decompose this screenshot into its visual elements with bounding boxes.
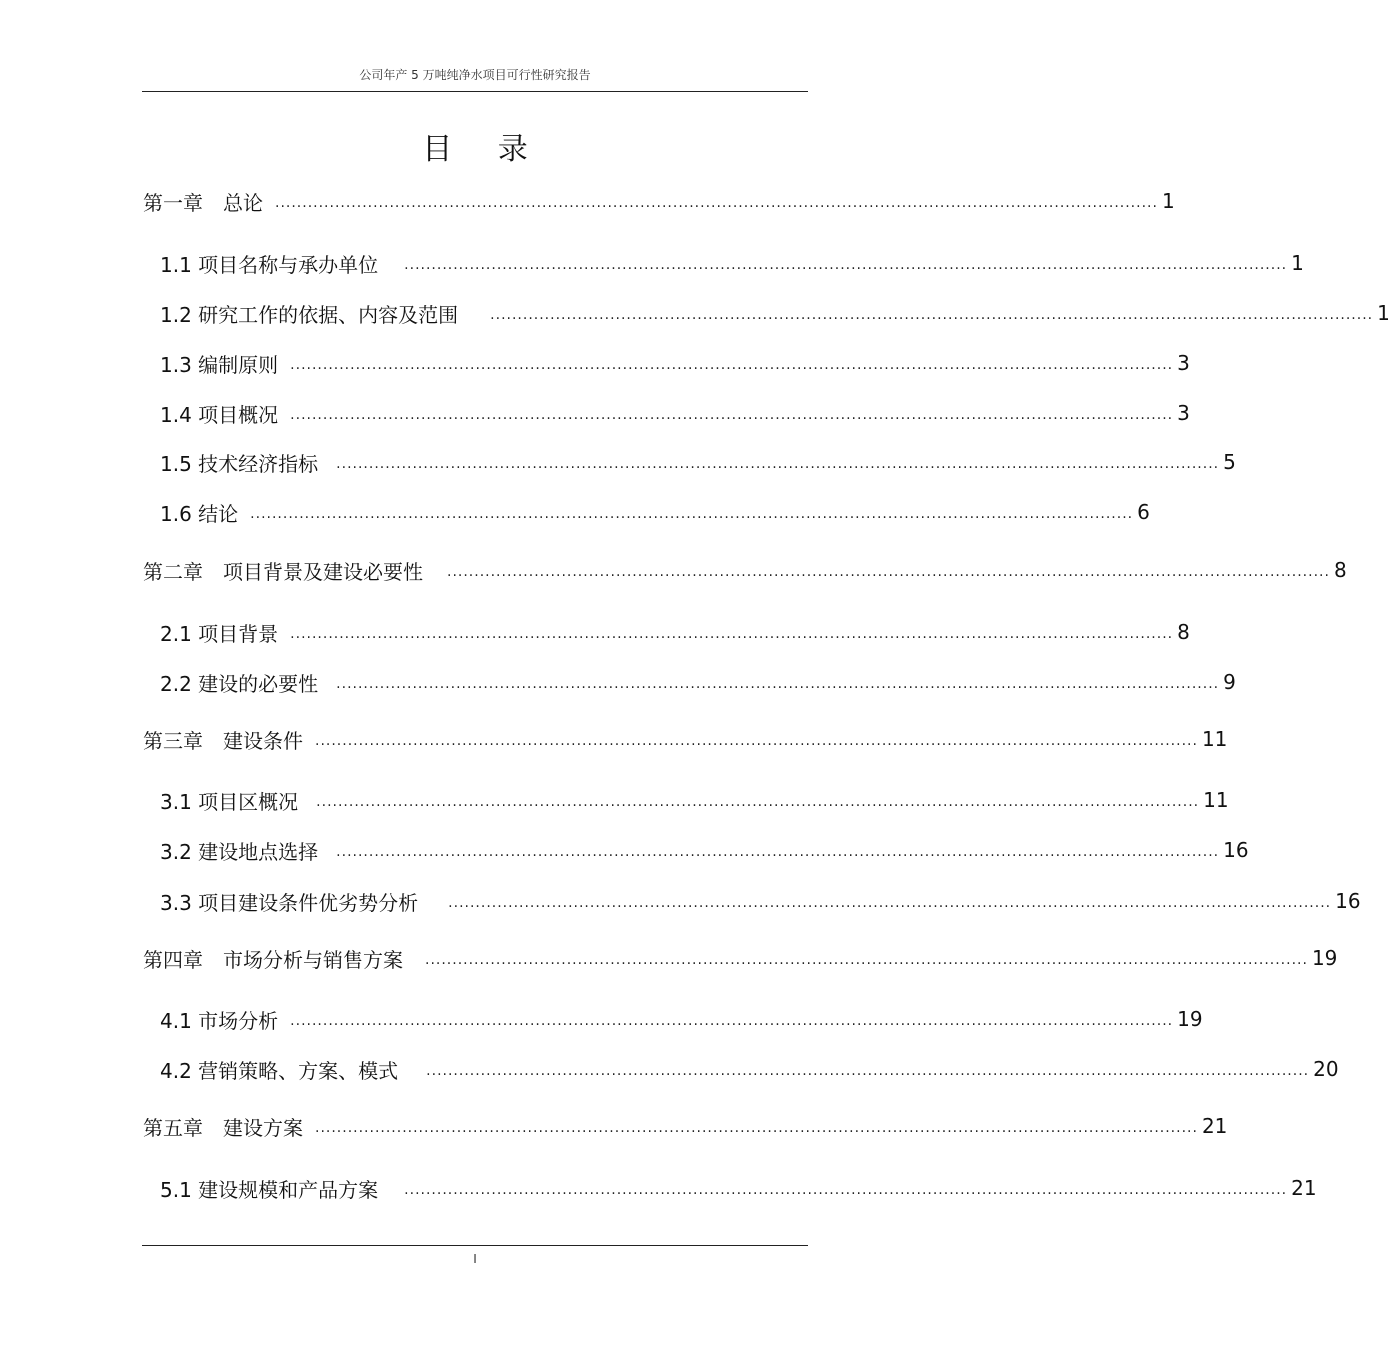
toc-entry-page: 11 [1203, 788, 1229, 812]
toc-leader-dots: .................................................................................................................................................................. [336, 676, 1220, 692]
toc-leader-dots: .................................................................................................................................................................. [336, 844, 1220, 860]
toc-entry-page: 16 [1223, 838, 1249, 862]
toc-entry-page: 8 [1333, 558, 1347, 582]
toc-entry-label: 3.1 项目区概况 [160, 789, 299, 814]
toc-entry[interactable] [160, 348, 1190, 378]
toc-entry[interactable] [160, 617, 1190, 647]
toc-entry-label: 2.1 项目背景 [160, 621, 279, 646]
toc-entry-label: 5.1 建设规模和产品方案 [160, 1177, 379, 1202]
toc-leader-dots: .................................................................................................................................................................. [425, 952, 1308, 968]
toc-entry-page: 1 [1377, 301, 1390, 325]
toc-entry-label: 2.2 建设的必要性 [160, 671, 319, 696]
toc-entry-label: 1.3 编制原则 [160, 352, 279, 377]
toc-entry-label: 第三章 建设条件 [143, 728, 303, 753]
toc-entry[interactable] [160, 667, 1236, 697]
footer-page-number: I [473, 1252, 477, 1266]
toc-entry[interactable] [160, 835, 1249, 865]
toc-leader-dots: .................................................................................................................................................................. [250, 506, 1134, 522]
toc-entry-label: 第二章 项目背景及建设必要性 [143, 559, 423, 584]
toc-entry-label: 3.2 建设地点选择 [160, 839, 319, 864]
toc-entry-label: 第五章 建设方案 [143, 1115, 303, 1140]
toc-leader-dots: .................................................................................................................................................................. [290, 357, 1174, 373]
toc-entry-label: 第一章 总论 [143, 190, 263, 215]
toc-entry[interactable] [160, 447, 1236, 477]
toc-entry[interactable] [160, 1004, 1203, 1034]
toc-leader-dots: .................................................................................................................................................................. [426, 1063, 1310, 1079]
toc-entry-page: 19 [1311, 946, 1338, 970]
toc-leader-dots: .................................................................................................................................................................. [336, 456, 1220, 472]
toc-leader-dots: .................................................................................................................................................................. [404, 257, 1288, 273]
toc-entry-page: 3 [1177, 401, 1190, 425]
toc-leader-dots: .................................................................................................................................................................. [290, 1013, 1174, 1029]
toc-entry-page: 3 [1177, 351, 1190, 375]
toc-entry-page: 20 [1313, 1057, 1339, 1081]
toc-entry-page: 6 [1137, 500, 1150, 524]
toc-entry-label: 1.1 项目名称与承办单位 [160, 252, 379, 277]
toc-entry[interactable] [160, 785, 1229, 815]
toc-entry-page: 9 [1223, 670, 1236, 694]
toc-entry[interactable] [160, 497, 1150, 527]
footer-rule [142, 1245, 808, 1246]
toc-entry-page: 5 [1223, 450, 1236, 474]
toc-entry-label: 4.1 市场分析 [160, 1008, 279, 1033]
toc-entry[interactable] [143, 186, 1175, 216]
toc-entry-label: 4.2 营销策略、方案、模式 [160, 1058, 399, 1083]
toc-leader-dots: .................................................................................................................................................................. [290, 407, 1174, 423]
toc-entry[interactable] [160, 1054, 1339, 1084]
toc-entry[interactable] [160, 248, 1304, 278]
toc-entry[interactable] [143, 724, 1228, 754]
toc-entry-page: 1 [1161, 189, 1175, 213]
toc-leader-dots: .................................................................................................................................................................. [315, 1120, 1198, 1136]
toc-entry-label: 1.4 项目概况 [160, 402, 279, 427]
running-header: 公司年产 5 万吨纯净水项目可行性研究报告 [359, 68, 591, 82]
toc-entry-page: 21 [1201, 1114, 1228, 1138]
toc-entry[interactable] [160, 298, 1390, 328]
toc-leader-dots: .................................................................................................................................................................. [315, 733, 1198, 749]
toc-leader-dots: .................................................................................................................................................................. [290, 626, 1174, 642]
toc-entry[interactable] [143, 943, 1338, 973]
toc-entry-page: 1 [1291, 251, 1304, 275]
toc-entry-label: 第四章 市场分析与销售方案 [143, 947, 403, 972]
toc-entry-page: 21 [1291, 1176, 1317, 1200]
toc-entry[interactable] [160, 1173, 1317, 1203]
toc-entry-label: 3.3 项目建设条件优劣势分析 [160, 890, 419, 915]
toc-entry-label: 1.6 结论 [160, 501, 239, 526]
toc-leader-dots: .................................................................................................................................................................. [316, 794, 1200, 810]
toc-leader-dots: .................................................................................................................................................................. [275, 195, 1158, 211]
toc-entry[interactable] [160, 886, 1361, 916]
toc-entry[interactable] [160, 398, 1190, 428]
toc-entry-page: 16 [1335, 889, 1361, 913]
toc-entry[interactable] [143, 1111, 1228, 1141]
toc-leader-dots: .................................................................................................................................................................. [448, 895, 1332, 911]
toc-leader-dots: .................................................................................................................................................................. [404, 1182, 1288, 1198]
toc-leader-dots: .................................................................................................................................................................. [490, 307, 1374, 323]
toc-entry-page: 8 [1177, 620, 1190, 644]
toc-entry-page: 19 [1177, 1007, 1203, 1031]
toc-leader-dots: .................................................................................................................................................................. [447, 564, 1330, 580]
toc-entry-page: 11 [1201, 727, 1228, 751]
toc-entry-label: 1.2 研究工作的依据、内容及范围 [160, 302, 459, 327]
toc-entry[interactable] [143, 555, 1347, 585]
toc-entry-label: 1.5 技术经济指标 [160, 451, 319, 476]
page-title: 目 录 [422, 132, 546, 167]
